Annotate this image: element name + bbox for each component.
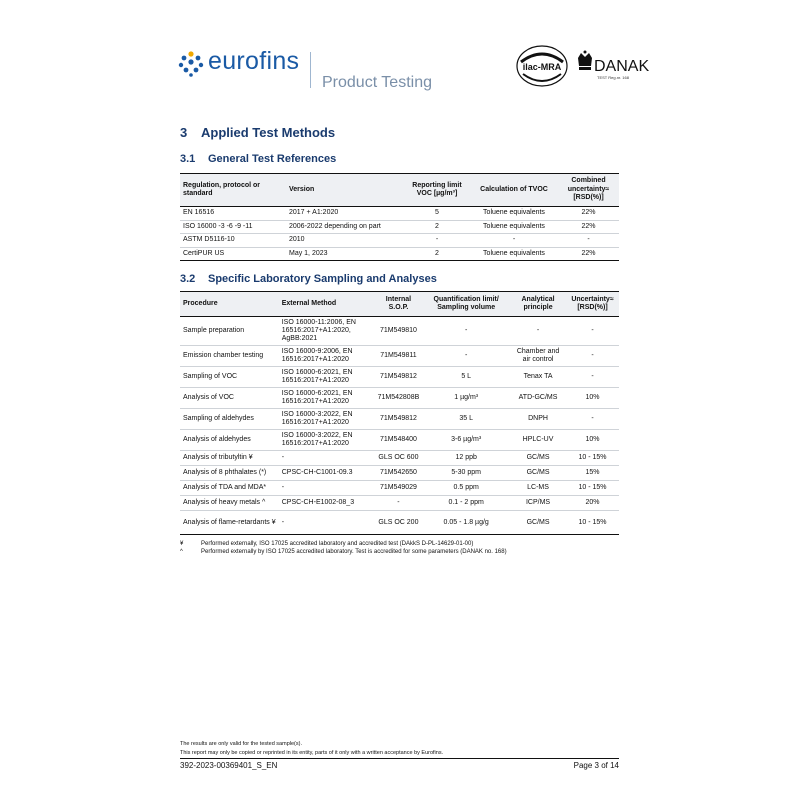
table-row xyxy=(180,388,619,409)
table-cell: ISO 16000-11:2006, EN 16516:2017+A1:2020, AgBB:2021 xyxy=(281,319,356,342)
table-cell: 71M549810 xyxy=(379,327,417,334)
table-cell: 22% xyxy=(581,249,596,257)
footnote xyxy=(180,541,473,547)
report-id: 392-2023-00369401_S_EN xyxy=(180,761,278,770)
table-cell: CPSC-CH-E1002-08_3 xyxy=(281,499,355,506)
division-name: Product Testing xyxy=(322,74,432,91)
table-cell: 71M549812 xyxy=(379,373,417,380)
table-row xyxy=(180,367,619,388)
general-test-references-table xyxy=(180,173,619,261)
column-header: Regulation, protocol or standard xyxy=(183,181,260,197)
section-3-1-heading xyxy=(180,153,336,165)
table-cell: 2 xyxy=(435,249,439,257)
table-cell: 20% xyxy=(585,499,600,506)
danak-crown-icon xyxy=(576,50,594,76)
table-cell: GLS OC 600 xyxy=(378,454,419,461)
table-cell: - xyxy=(591,373,594,380)
section-title: Specific Laboratory Sampling and Analyses xyxy=(208,273,437,285)
table-cell: 10 - 15% xyxy=(578,484,607,491)
table-cell: 71M549811 xyxy=(380,352,417,359)
table-cell: Analysis of VOC xyxy=(183,394,234,401)
column-header: Internal S.O.P. xyxy=(385,295,412,311)
table-cell: 22% xyxy=(581,209,596,217)
table-row xyxy=(180,207,619,221)
table-cell: - xyxy=(512,236,516,244)
table-cell: ASTM D5116-10 xyxy=(183,236,235,244)
column-header: Calculation of TVOC xyxy=(480,185,548,193)
table-cell: Analysis of TDA and MDA* xyxy=(183,484,267,491)
table-cell: Analysis of flame-retardants ¥ xyxy=(183,518,276,526)
table-cell: 0.5 ppm xyxy=(453,484,479,491)
table-header-row xyxy=(180,292,619,317)
column-header: Procedure xyxy=(183,299,218,307)
section-number: 3 xyxy=(180,125,188,140)
table-row xyxy=(180,466,619,481)
footnote xyxy=(180,549,507,555)
table-cell: Emission chamber testing xyxy=(183,352,264,359)
footnote-text: Performed externally by ISO 17025 accredited laboratory. Test is accredited for some parameters (DANAK no. 168) xyxy=(201,549,507,555)
footer-disclaimer-1: The results are only valid for the tested sample(s). xyxy=(180,741,302,747)
table-cell: ICP/MS xyxy=(525,499,551,506)
table-cell: 35 L xyxy=(459,415,473,422)
table-cell: CPSC-CH-C1001-09.3 xyxy=(281,469,353,476)
table-cell: 71M549812 xyxy=(379,415,417,422)
eurofins-wordmark: eurofins xyxy=(208,47,300,75)
section-number: 3.2 xyxy=(180,273,196,285)
table-row xyxy=(180,511,619,535)
specific-sampling-analyses-table xyxy=(180,291,619,535)
ilac-mra-logo xyxy=(515,44,569,88)
table-cell: ISO 16000-3:2022, EN 16516:2017+A1:2020 xyxy=(281,432,353,447)
table-cell: EN 16516 xyxy=(183,209,215,217)
table-cell: DNPH xyxy=(528,415,548,422)
table-cell: 71M548400 xyxy=(379,436,417,443)
table-cell: - xyxy=(536,327,540,334)
table-cell: GC/MS xyxy=(526,518,550,526)
table-cell: LC-MS xyxy=(527,484,549,491)
table-cell: 2010 xyxy=(289,236,305,244)
footnote-symbol: ¥ xyxy=(180,541,184,547)
ilac-label: ilac-MRA xyxy=(522,62,562,72)
table-cell: 71M549029 xyxy=(379,484,417,491)
table-cell: - xyxy=(465,352,468,359)
section-title: General Test References xyxy=(208,153,337,165)
table-cell: - xyxy=(281,518,285,526)
footer-disclaimer-2: This report may only be copied or reprinted in its entity, parts of it only with a written acceptance by Eurofins. xyxy=(180,750,444,756)
eurofins-dots-icon xyxy=(178,51,204,77)
column-header: Combined uncertainty≈ [RSD(%)] xyxy=(567,177,610,202)
table-cell: Tenax TA xyxy=(523,373,553,380)
danak-reg-number: TEST Reg.nr. 168 xyxy=(597,75,629,80)
table-cell: ATD-GC/MS xyxy=(518,394,558,401)
table-cell: Analysis of heavy metals ^ xyxy=(183,499,266,506)
table-cell: - xyxy=(435,236,439,244)
column-header: Quantification limit/ Sampling volume xyxy=(433,295,499,311)
table-cell: Toluene equivalents xyxy=(483,249,545,257)
table-cell: - xyxy=(397,499,400,506)
column-header: Reporting limit VOC [µg/m³] xyxy=(412,181,462,197)
table-cell: 10% xyxy=(585,394,600,401)
table-cell: 15% xyxy=(585,469,600,476)
table-row xyxy=(180,481,619,496)
table-cell: 5-30 ppm xyxy=(451,469,481,476)
footnote-text: Performed externally, ISO 17025 accredited laboratory and accredited test (DAkkS D-PL-14629-01-00) xyxy=(201,541,474,547)
section-3-2-heading xyxy=(180,273,437,285)
table-row xyxy=(180,430,619,451)
table-cell: ISO 16000-6:2021, EN 16516:2017+A1:2020 xyxy=(281,369,353,384)
table-cell: GC/MS xyxy=(526,469,550,476)
table-cell: - xyxy=(591,415,594,422)
table-row xyxy=(180,317,619,346)
danak-label: DANAK xyxy=(594,58,650,75)
table-cell: - xyxy=(281,454,285,461)
table-cell: Analysis of aldehydes xyxy=(183,436,251,443)
section-3-heading xyxy=(180,125,335,140)
table-cell: Sampling of VOC xyxy=(183,373,238,380)
table-cell: - xyxy=(591,327,594,334)
table-cell: 5 L xyxy=(461,373,472,380)
table-row xyxy=(180,346,619,367)
table-cell: Toluene equivalents xyxy=(483,209,545,217)
footnote-symbol: ^ xyxy=(180,549,183,555)
table-cell: 10 - 15% xyxy=(578,518,607,526)
column-header: Uncertainty≈ [RSD(%)] xyxy=(571,295,614,311)
table-cell: CertiPUR US xyxy=(183,249,225,257)
table-cell: - xyxy=(281,484,285,491)
table-cell: 2 xyxy=(435,222,439,230)
table-cell: 71M542650 xyxy=(379,469,417,476)
table-header-row xyxy=(180,174,619,207)
table-row xyxy=(180,234,619,248)
table-cell: - xyxy=(587,236,590,244)
table-cell: 0.1 - 2 ppm xyxy=(448,499,484,506)
column-header: External Method xyxy=(281,299,337,307)
table-cell: GLS OC 200 xyxy=(378,518,419,526)
footer-divider xyxy=(180,758,619,759)
logo-divider xyxy=(310,52,311,88)
table-cell: 2006-2022 depending on part xyxy=(289,222,381,230)
table-cell: 10 - 15% xyxy=(578,454,607,461)
table-cell: 10% xyxy=(585,436,600,443)
column-header: Version xyxy=(289,185,315,193)
table-cell: 22% xyxy=(581,222,596,230)
table-row xyxy=(180,409,619,430)
table-cell: 12 ppb xyxy=(455,454,477,461)
table-cell: 1 µg/m³ xyxy=(454,394,479,401)
table-cell: Sampling of aldehydes xyxy=(183,415,254,422)
table-cell: Toluene equivalents xyxy=(483,222,545,230)
table-cell: ISO 16000 -3 -6 -9 -11 xyxy=(183,222,253,230)
page-number: Page 3 of 14 xyxy=(573,761,619,770)
section-number: 3.1 xyxy=(180,153,196,165)
table-cell: 2017 + A1:2020 xyxy=(289,209,339,217)
table-row xyxy=(180,220,619,234)
table-cell: 0.05 - 1.8 µg/g xyxy=(443,518,489,526)
table-cell: - xyxy=(591,352,594,359)
table-cell: ISO 16000-9:2006, EN 16516:2017+A1:2020 xyxy=(281,348,353,363)
table-row xyxy=(180,496,619,511)
section-title: Applied Test Methods xyxy=(201,125,336,140)
table-cell: ISO 16000-6:2021, EN 16516:2017+A1:2020 xyxy=(281,390,353,405)
table-cell: Analysis of tributyltin ¥ xyxy=(183,454,253,461)
table-cell: GC/MS xyxy=(526,454,550,461)
table-cell: 3-6 µg/m³ xyxy=(451,436,482,443)
table-row xyxy=(180,247,619,261)
table-cell: HPLC-UV xyxy=(522,436,554,443)
table-row xyxy=(180,451,619,466)
table-cell: Analysis of 8 phthalates (*) xyxy=(183,469,267,476)
table-cell: 5 xyxy=(435,209,439,217)
column-header: Analytical principle xyxy=(521,295,555,311)
table-cell: - xyxy=(465,327,468,334)
table-cell: May 1, 2023 xyxy=(289,249,328,257)
table-cell: 71M542808B xyxy=(377,394,420,401)
table-cell: ISO 16000-3:2022, EN 16516:2017+A1:2020 xyxy=(281,411,353,426)
table-cell: Chamber and air control xyxy=(516,348,560,363)
table-cell: Sample preparation xyxy=(183,327,245,334)
